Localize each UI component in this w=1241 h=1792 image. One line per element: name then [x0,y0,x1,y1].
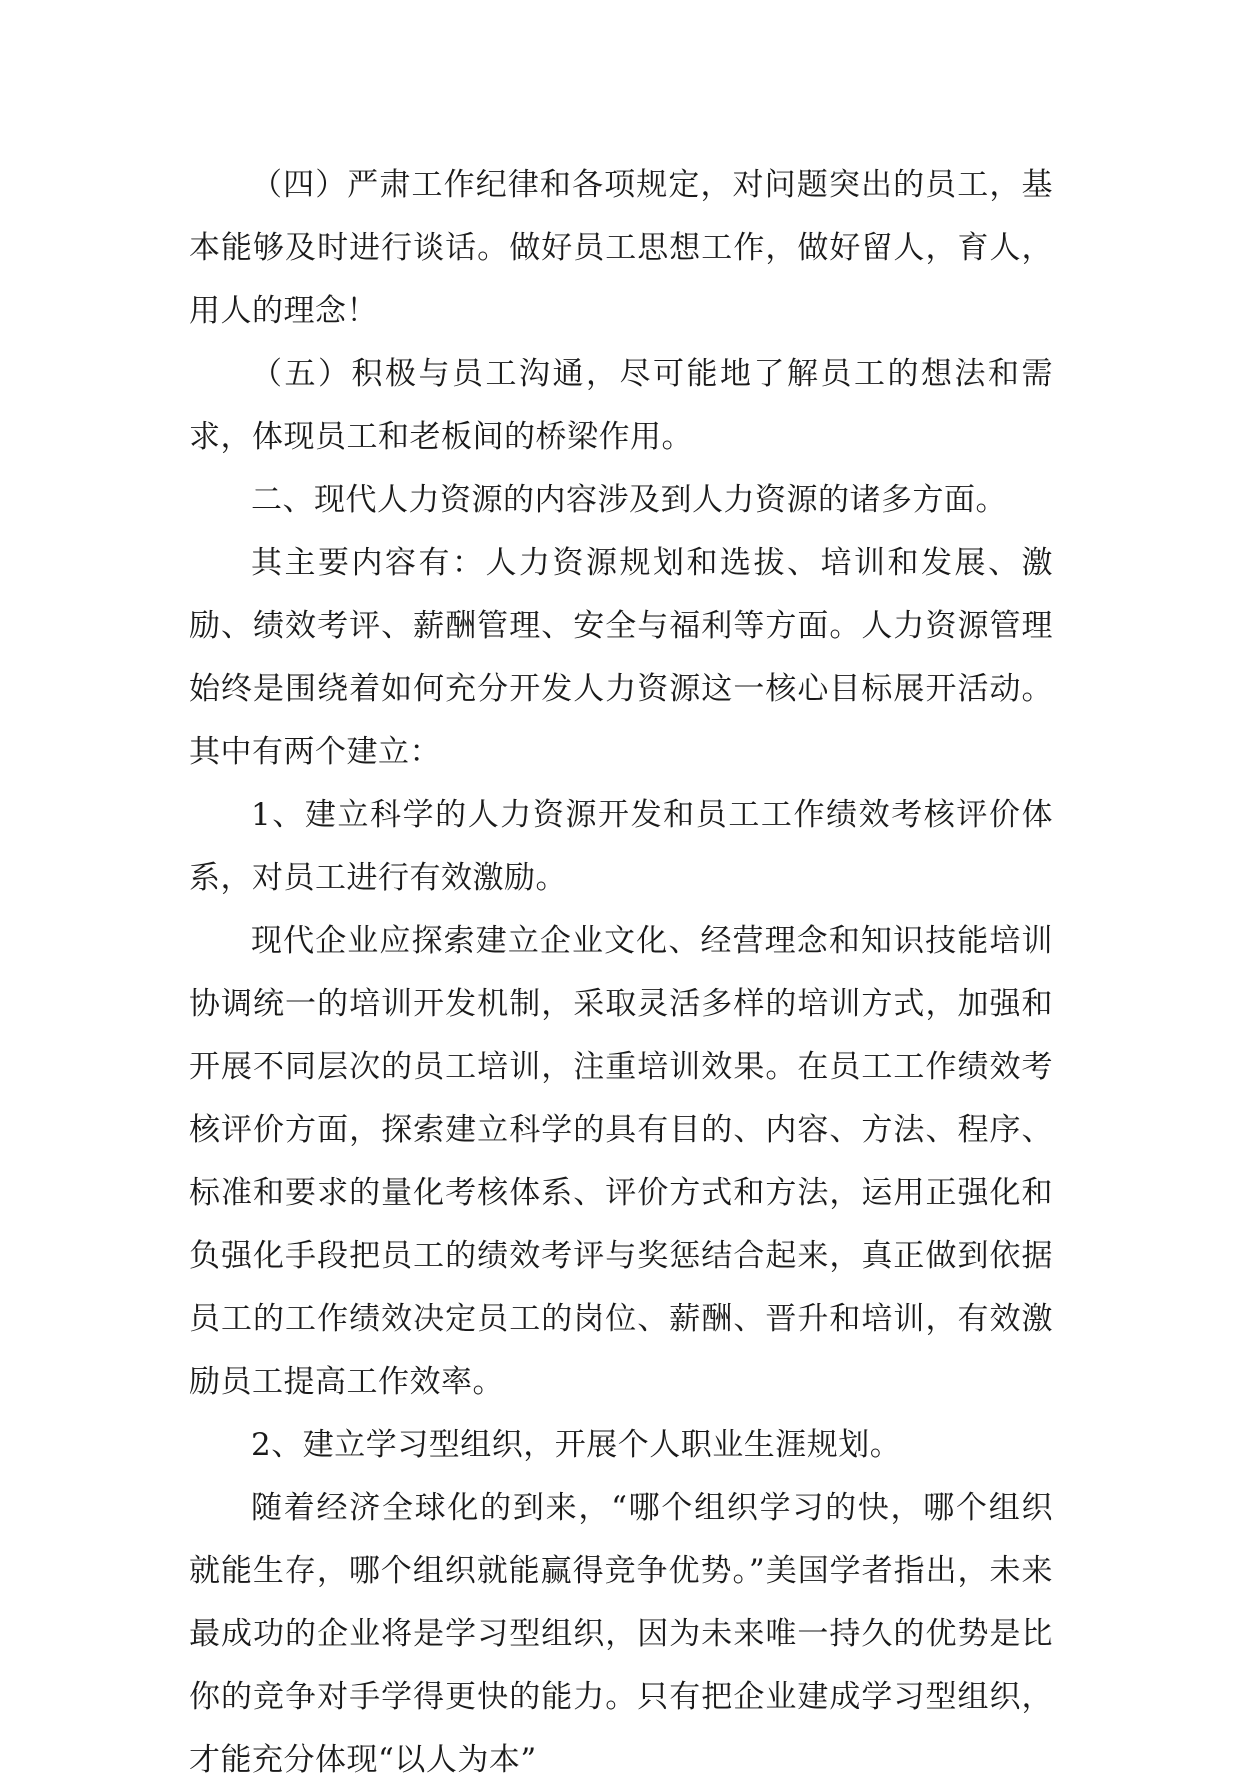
paragraph-section-two-heading: 二、现代人力资源的内容涉及到人力资源的诸多方面。 [251,482,1007,518]
paragraph-discipline: （四）严肃工作纪律和各项规定，对问题突出的员工，基本能够及时进行谈话。做好员工思想工作，做好留人，育人，用人的理念！ [189,167,1053,329]
paragraph-training-evaluation: 现代企业应探索建立企业文化、经营理念和知识技能培训协调统一的培训开发机制，采取灵活多样的培训方式，加强和开展不同层次的员工培训，注重培训效果。在员工工作绩效考核评价方面，探索建立科学的具有目的、内容、方法、程序、标准和要求的量化考核体系、评价方式和方法，运用正强化和负强化手段把员工的绩效考评与奖惩结合起来，真正做到依据员工的工作绩效决定员工的岗位、薪酬、晋升和培训，有效激励员工提高工作效率。 [189,923,1053,1400]
paragraph-main-content: 其主要内容有：人力资源规划和选拔、培训和发展、激励、绩效考评、薪酬管理、安全与福利等方面。人力资源管理始终是围绕着如何充分开发人力资源这一核心目标展开活动。其中有两个建立： [189,545,1053,770]
paragraph-item-one: 1、建立科学的人力资源开发和员工工作绩效考核评价体系，对员工进行有效激励。 [189,797,1053,896]
paragraph-item-two: 2、建立学习型组织，开展个人职业生涯规划。 [251,1427,902,1463]
paragraph-learning-organization: 随着经济全球化的到来，“哪个组织学习的快，哪个组织就能生存，哪个组织就能赢得竞争优势。”美国学者指出，未来最成功的企业将是学习型组织，因为未来唯一持久的优势是比你的竞争对手学得更快的能力。只有把企业建成学习型组织，才能充分体现“以人为本” [189,1490,1053,1778]
paragraph-communication: （五）积极与员工沟通，尽可能地了解员工的想法和需求，体现员工和老板间的桥梁作用。 [189,356,1053,455]
document-body [189,154,1053,1792]
